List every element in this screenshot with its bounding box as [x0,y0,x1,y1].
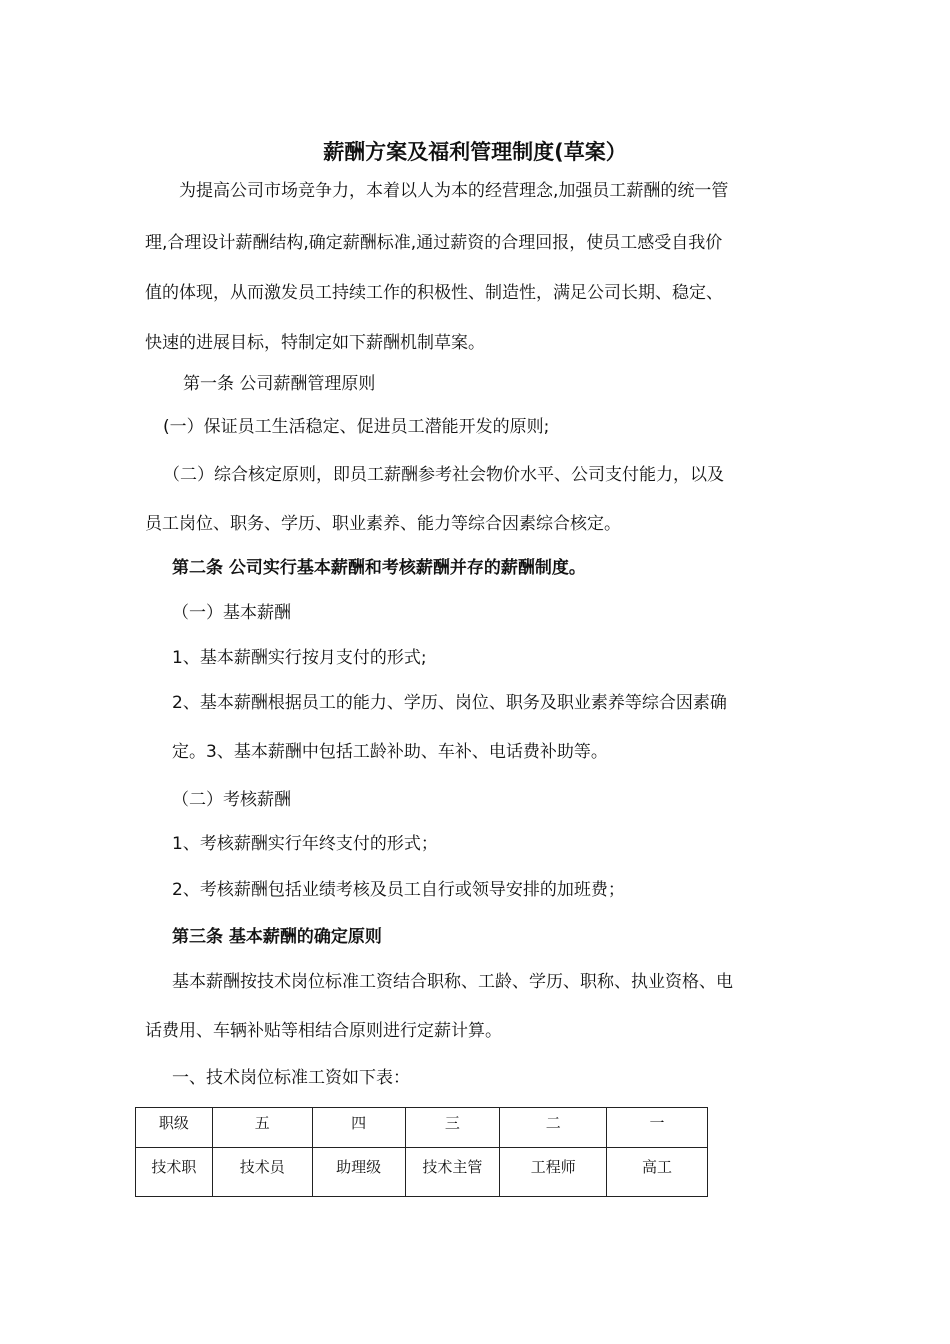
table-intro: 一、技术岗位标准工资如下表： [172,1068,410,1088]
table-cell: 二 [500,1108,607,1148]
article-3-line-1: 基本薪酬按技术岗位标准工资结合职称、工龄、学历、职称、执业资格、电 [172,972,733,992]
article-1-item-2-line-1: （二）综合核定原则，即员工薪酬参考社会物价水平、公司支付能力，以及 [163,465,724,485]
article-1-item-1: (一）保证员工生活稳定、促进员工潜能开发的原则; [163,417,550,437]
article-2-item-1: 1、基本薪酬实行按月支付的形式; [172,648,427,668]
table-cell: 职级 [136,1108,213,1148]
table-cell: 四 [312,1108,405,1148]
article-2-item-3: 1、考核薪酬实行年终支付的形式； [172,834,438,854]
table-row [136,1108,708,1148]
intro-line-2: 理,合理设计薪酬结构,确定薪酬标准,通过薪资的合理回报，使员工感受自我价 [145,233,723,253]
standard-salary-table [135,1107,708,1197]
article-2-sub-1: （一）基本薪酬 [172,603,291,623]
article-1-item-2-line-2: 员工岗位、职务、学历、职业素养、能力等综合因素综合核定。 [145,514,621,534]
intro-line-3: 值的体现，从而激发员工持续工作的积极性、制造性，满足公司长期、稳定、 [145,283,723,303]
article-2-sub-2: （二）考核薪酬 [172,790,291,810]
table-cell: 高工 [607,1148,708,1197]
table-cell: 一 [607,1108,708,1148]
table-cell: 技术职 [136,1148,213,1197]
article-3-heading: 第三条 基本薪酬的确定原则 [172,927,382,947]
table-row [136,1148,708,1197]
table-cell: 技术主管 [405,1148,500,1197]
article-2-item-2-line-1: 2、基本薪酬根据员工的能力、学历、岗位、职务及职业素养等综合因素确 [172,693,727,713]
article-3-line-2: 话费用、车辆补贴等相结合原则进行定薪计算。 [145,1021,502,1041]
table-cell: 工程师 [500,1148,607,1197]
document-title: 薪酬方案及福利管理制度(草案） [323,140,627,164]
table-cell: 技术员 [212,1148,312,1197]
article-2-item-2-line-2: 定。3、基本薪酬中包括工龄补助、车补、电话费补助等。 [172,742,608,762]
intro-line-4: 快速的进展目标，特制定如下薪酬机制草案。 [145,333,485,353]
table-cell: 三 [405,1108,500,1148]
table-cell: 五 [212,1108,312,1148]
article-2-item-4: 2、考核薪酬包括业绩考核及员工自行或领导安排的加班费； [172,880,625,900]
intro-line-1: 为提高公司市场竞争力，本着以人为本的经营理念,加强员工薪酬的统一管 [179,181,729,201]
article-1-heading: 第一条 公司薪酬管理原则 [183,374,376,394]
article-2-heading: 第二条 公司实行基本薪酬和考核薪酬并存的薪酬制度。 [172,558,586,578]
table-cell: 助理级 [312,1148,405,1197]
